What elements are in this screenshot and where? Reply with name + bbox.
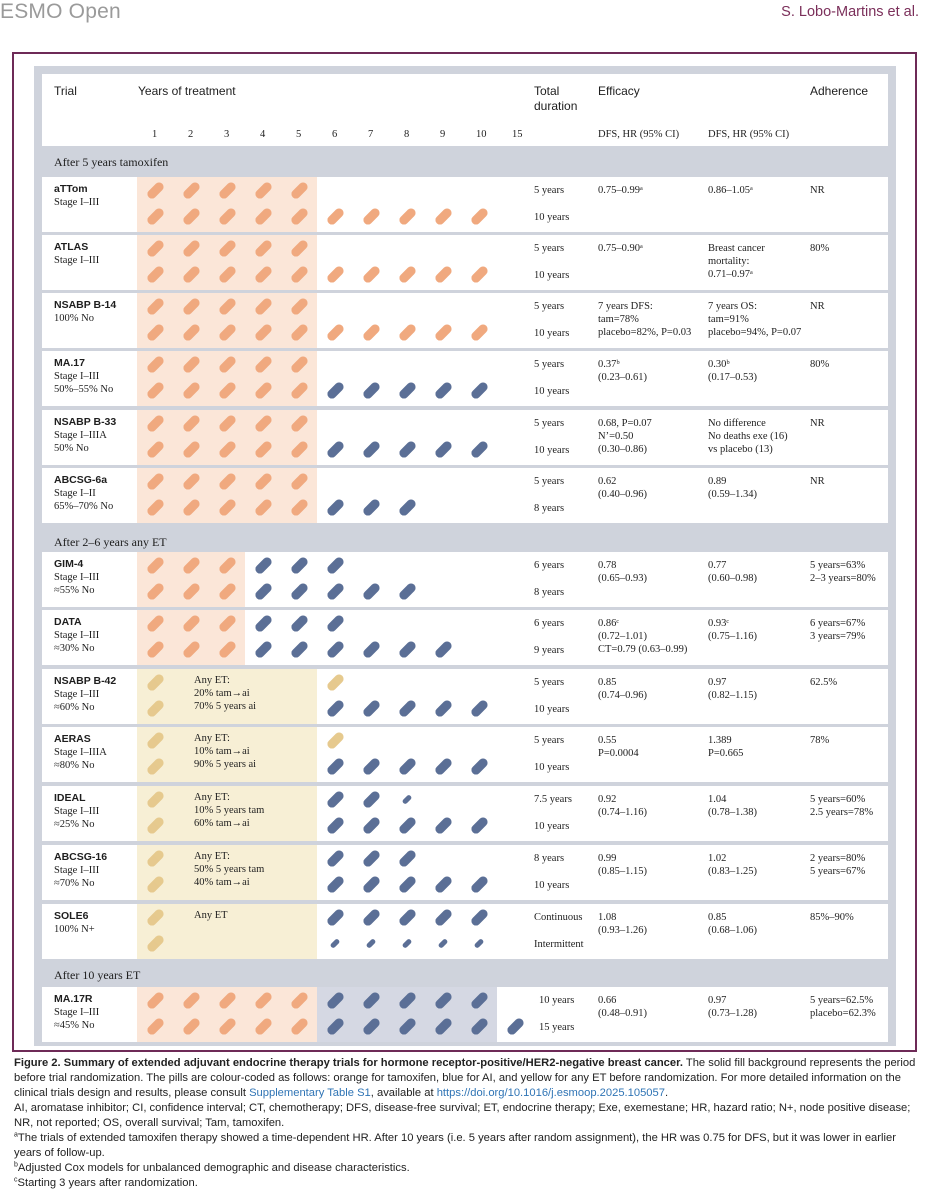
efficacy-dfs-line: (0.65–0.93) [598, 573, 647, 584]
efficacy-dfs-line: (0.48–0.91) [598, 1008, 647, 1019]
efficacy-dfs-line: (0.23–0.61) [598, 372, 647, 383]
adherence-line: 3 years=79% [810, 631, 866, 642]
trial-name-line: ≈70% No [54, 878, 95, 889]
efficacy-second-line: (0.60–0.98) [708, 573, 757, 584]
trial-name-line: DATA [54, 616, 82, 628]
abbreviations: AI, aromatase inhibitor; CI, confidence interval; CT, chemotherapy; DFS, disease-free survival; ET, endocrine therapy; Exe, exemestane; HR, hazard ratio; N+, node positive disease; NR, not reported; OS, overall survival; Tam, tamoxifen. [14, 1102, 911, 1129]
any-et-note: 10% 5 years tam [194, 805, 265, 816]
any-et-note: 40% tam→ai [194, 877, 250, 888]
adherence-line: 5 years=60% [810, 794, 866, 805]
any-et-note: 20% tam→ai [194, 688, 250, 699]
trial-name-line: AERAS [54, 733, 91, 745]
header-dfs-hr-2: DFS, HR (95% CI) [708, 129, 790, 140]
efficacy-second-line: 1.02 [708, 853, 727, 864]
trial-name-line: Stage I–III [54, 371, 100, 382]
trial-name-line: ≈30% No [54, 643, 95, 654]
adherence-line: NR [810, 476, 825, 487]
efficacy-second-line: (0.75–1.16) [708, 631, 757, 642]
trial-name-line: Stage I–III [54, 1007, 100, 1018]
efficacy-dfs-line: (0.93–1.26) [598, 925, 647, 936]
figure-label: Figure 2. [14, 1057, 61, 1069]
footnote-a-mark: a [14, 1131, 18, 1139]
efficacy-dfs-line: 0.75–0.99ᵃ [598, 185, 643, 196]
efficacy-dfs-line: 0.99 [598, 853, 617, 864]
adherence-line: NR [810, 185, 825, 196]
journal-name: ESMO Open [0, 0, 121, 23]
duration-arm-2: 10 years [534, 880, 570, 891]
trial-name-line: aTTom [54, 183, 88, 195]
trial-name-line: SOLE6 [54, 910, 89, 922]
trial-name-line: 100% No [54, 313, 94, 324]
efficacy-second-line: 0.30ᵇ [708, 359, 730, 370]
adherence-line: 78% [810, 735, 830, 746]
efficacy-dfs-line: 0.68, P=0.07 [598, 418, 652, 429]
trial-name-line: Stage I–III [54, 255, 100, 266]
any-et-note: Any ET: [194, 733, 230, 744]
efficacy-dfs-line: 0.92 [598, 794, 617, 805]
efficacy-dfs-line: N’=0.50 [598, 431, 634, 442]
duration-arm-1: 5 years [534, 185, 565, 196]
adherence-line: placebo=62.3% [810, 1008, 876, 1019]
trial-name-line: Stage I–III [54, 630, 100, 641]
duration-arm-1: 5 years [534, 301, 565, 312]
efficacy-second-line: placebo=94%, P=0.07 [708, 327, 802, 338]
duration-arm-2: 10 years [534, 386, 570, 397]
adherence-line: 85%–90% [810, 912, 854, 923]
efficacy-dfs-line: 0.75–0.90ᵃ [598, 243, 643, 254]
efficacy-second-line: (0.82–1.15) [708, 690, 757, 701]
any-et-note: Any ET: [194, 792, 230, 803]
section-label: After 2–6 years any ET [54, 535, 167, 549]
trial-name-line: ABCSG-6a [54, 474, 108, 486]
header-efficacy: Efficacy [598, 84, 640, 98]
adherence-line: NR [810, 418, 825, 429]
efficacy-dfs-line: 0.62 [598, 476, 617, 487]
trial-name-line: MA.17 [54, 357, 85, 369]
efficacy-dfs-line: (0.74–1.16) [598, 807, 647, 818]
footnote-c [14, 1176, 922, 1191]
duration-arm-1: 6 years [534, 560, 565, 571]
efficacy-second-line: (0.68–1.06) [708, 925, 757, 936]
duration-arm-2: 10 years [534, 445, 570, 456]
footnote-b-text: Adjusted Cox models for unbalanced demographic and disease characteristics. [17, 1162, 410, 1174]
adherence-line: 80% [810, 359, 830, 370]
header-duration-2: duration [534, 99, 578, 113]
trial-name-line: GIM-4 [54, 558, 84, 570]
efficacy-second-line: (0.78–1.38) [708, 807, 757, 818]
efficacy-second-line: (0.17–0.53) [708, 372, 757, 383]
duration-arm-2: 9 years [534, 645, 565, 656]
trial-name-line: 65%–70% No [54, 501, 114, 512]
trial-name-line: Stage I–III [54, 806, 100, 817]
header-adherence: Adherence [810, 84, 869, 98]
caption-main [14, 1056, 922, 1101]
page-header [0, 0, 935, 30]
efficacy-second-line: No difference [708, 418, 766, 429]
efficacy-second-line: No deaths exe (16) [708, 431, 788, 442]
trial-name-line: MA.17R [54, 993, 93, 1005]
trial-name-line: ≈55% No [54, 585, 95, 596]
footnote-b-mark: b [14, 1161, 18, 1169]
efficacy-second-line: (0.83–1.25) [708, 866, 757, 877]
duration-arm-2: 10 years [534, 270, 570, 281]
adherence-line: 2.5 years=78% [810, 807, 874, 818]
efficacy-second-line: vs placebo (13) [708, 444, 773, 455]
section-label: After 10 years ET [54, 968, 141, 982]
efficacy-dfs-line: CT=0.79 (0.63–0.99) [598, 644, 688, 655]
efficacy-second-line: (0.73–1.28) [708, 1008, 757, 1019]
adherence-line: 5 years=62.5% [810, 995, 874, 1006]
duration-arm-1: 5 years [534, 359, 565, 370]
trial-name-line: ≈25% No [54, 819, 95, 830]
footnote-c-mark: c [14, 1176, 18, 1184]
efficacy-dfs-line: (0.74–0.96) [598, 690, 647, 701]
figure-title: Summary of extended adjuvant endocrine therapy trials for hormone receptor-positive/HER2-negative breast cancer. [63, 1057, 683, 1069]
duration-arm-1: 7.5 years [534, 794, 572, 805]
any-et-note: 10% tam→ai [194, 746, 250, 757]
author-line: S. Lobo-Martins et al. [781, 4, 919, 20]
header-dfs-hr-1: DFS, HR (95% CI) [598, 129, 680, 140]
adherence-line: 62.5% [810, 677, 838, 688]
duration-arm-2: 10 years [534, 821, 570, 832]
duration-arm-1: 5 years [534, 243, 565, 254]
duration-arm-1: Continuous [534, 912, 583, 923]
doi-link[interactable]: https://doi.org/10.1016/j.esmoop.2025.105057 [436, 1087, 665, 1099]
efficacy-second-line: P=0.665 [708, 748, 744, 759]
any-et-note: Any ET [194, 910, 228, 921]
year-tick: 10 [476, 129, 487, 140]
footnote-a-text: The trials of extended tamoxifen therapy showed a time-dependent HR. After 10 years (i.e. 5 years after random assignment), the HR was 0.75 for DFS, but it was lower in earlier years of follow-up. [14, 1132, 896, 1159]
duration-arm-2: 8 years [534, 503, 565, 514]
any-et-note: 70% 5 years ai [194, 701, 257, 712]
header-years: Years of treatment [138, 84, 236, 98]
any-et-note: 90% 5 years ai [194, 759, 257, 770]
trial-name-line: 100% N+ [54, 924, 95, 935]
footnote-b [14, 1161, 922, 1176]
year-tick: 3 [224, 129, 230, 140]
trial-name-line: ABCSG-16 [54, 851, 108, 863]
efficacy-second-line: 1.389 [708, 735, 732, 746]
efficacy-second-line: 0.86–1.05ᵃ [708, 185, 753, 196]
duration-arm-2: 15 years [539, 1022, 575, 1033]
trial-name-line: ≈80% No [54, 760, 95, 771]
efficacy-dfs-line: 0.55 [598, 735, 617, 746]
duration-arm-2: Intermittent [534, 939, 584, 950]
year-tick: 5 [296, 129, 302, 140]
year-tick: 9 [440, 129, 446, 140]
footnote-c-text: Starting 3 years after randomization. [17, 1177, 198, 1189]
trial-name-line: Stage I–IIIA [54, 430, 107, 441]
adherence-line: 80% [810, 243, 830, 254]
efficacy-second-line: 1.04 [708, 794, 727, 805]
year-tick: 2 [188, 129, 194, 140]
any-et-note: 60% tam→ai [194, 818, 250, 829]
header-duration-1: Total [534, 84, 560, 98]
adherence-line: NR [810, 301, 825, 312]
any-et-note: Any ET: [194, 675, 230, 686]
efficacy-second-line: mortality: [708, 256, 750, 267]
year-tick: 4 [260, 129, 266, 140]
trial-name-line: 50%–55% No [54, 384, 114, 395]
trial-name-line: Stage I–IIIA [54, 747, 107, 758]
duration-arm-2: 10 years [534, 328, 570, 339]
duration-arm-2: 10 years [534, 762, 570, 773]
duration-arm-1: 8 years [534, 853, 565, 864]
efficacy-dfs-line: tam=78% [598, 314, 639, 325]
efficacy-dfs-line: 0.86ᶜ [598, 618, 620, 629]
efficacy-dfs-line: 7 years DFS: [598, 301, 653, 312]
duration-arm-2: 8 years [534, 587, 565, 598]
trial-name-line: Stage I–II [54, 488, 96, 499]
trial-name-line: NSABP B-42 [54, 675, 117, 687]
efficacy-dfs-line: (0.40–0.96) [598, 489, 647, 500]
efficacy-dfs-line: P=0.0004 [598, 748, 639, 759]
efficacy-second-line: 0.93ᶜ [708, 618, 730, 629]
adherence-line: 2 years=80% [810, 853, 866, 864]
duration-arm-1: 5 years [534, 677, 565, 688]
efficacy-dfs-line: (0.30–0.86) [598, 444, 647, 455]
duration-arm-1: 5 years [534, 735, 565, 746]
caption-body-2: , available at [370, 1087, 434, 1099]
efficacy-second-line: tam=91% [708, 314, 749, 325]
caption-body-1: The solid fill background represents the period before trial randomization. The pills are colour-coded as follows: orange for tamoxifen, blue for AI, and yellow for any ET before randomization. For more detailed information on the clinical trials design and results, please consult [14, 1057, 916, 1099]
year-tick: 7 [368, 129, 374, 140]
efficacy-dfs-line: 0.66 [598, 995, 617, 1006]
trial-name-line: ≈45% No [54, 1020, 95, 1031]
trial-name-line: ≈60% No [54, 702, 95, 713]
trial-name-line: Stage I–III [54, 865, 100, 876]
duration-arm-2: 10 years [534, 704, 570, 715]
efficacy-second-line: 0.77 [708, 560, 727, 571]
trial-name-line: Stage I–III [54, 572, 100, 583]
supplementary-link[interactable]: Supplementary Table S1 [249, 1087, 371, 1099]
duration-arm-1: 10 years [539, 995, 575, 1006]
duration-arm-1: 5 years [534, 418, 565, 429]
efficacy-dfs-line: (0.72–1.01) [598, 631, 647, 642]
footnote-a [14, 1131, 922, 1161]
trial-name-line: IDEAL [54, 792, 86, 804]
efficacy-dfs-line: 0.85 [598, 677, 617, 688]
adherence-line: 2–3 years=80% [810, 573, 876, 584]
adherence-line: 5 years=67% [810, 866, 866, 877]
any-et-note: Any ET: [194, 851, 230, 862]
efficacy-second-line: (0.59–1.34) [708, 489, 757, 500]
duration-arm-2: 10 years [534, 212, 570, 223]
caption-body-3: . [664, 1087, 669, 1099]
year-tick: 8 [404, 129, 410, 140]
trial-name-line: NSABP B-33 [54, 416, 117, 428]
any-et-note: 50% 5 years tam [194, 864, 265, 875]
efficacy-dfs-line: placebo=82%, P=0.03 [598, 327, 692, 338]
efficacy-dfs-line: 0.37ᵇ [598, 359, 620, 370]
adherence-line: 5 years=63% [810, 560, 866, 571]
efficacy-second-line: 7 years OS: [708, 301, 757, 312]
year-tick: 15 [512, 129, 523, 140]
duration-arm-1: 5 years [534, 476, 565, 487]
efficacy-second-line: 0.89 [708, 476, 727, 487]
efficacy-second-line: 0.85 [708, 912, 727, 923]
adherence-line: 6 years=67% [810, 618, 866, 629]
efficacy-second-line: Breast cancer [708, 243, 765, 254]
trial-name-line: 50% No [54, 443, 89, 454]
trial-name-line: Stage I–III [54, 197, 100, 208]
section-label: After 5 years tamoxifen [54, 155, 169, 169]
trial-name-line: NSABP B-14 [54, 299, 117, 311]
efficacy-second-line: 0.97 [708, 995, 727, 1006]
trial-name-line: ATLAS [54, 241, 89, 253]
efficacy-second-line: 0.71–0.97ᵃ [708, 269, 753, 280]
figure-caption [14, 1056, 922, 1191]
efficacy-dfs-line: 1.08 [598, 912, 617, 923]
efficacy-dfs-line: 0.78 [598, 560, 617, 571]
trial-name-line: Stage I–III [54, 689, 100, 700]
efficacy-dfs-line: (0.85–1.15) [598, 866, 647, 877]
duration-arm-1: 6 years [534, 618, 565, 629]
year-tick: 1 [152, 129, 158, 140]
efficacy-second-line: 0.97 [708, 677, 727, 688]
year-tick: 6 [332, 129, 338, 140]
header-trial: Trial [54, 84, 77, 98]
